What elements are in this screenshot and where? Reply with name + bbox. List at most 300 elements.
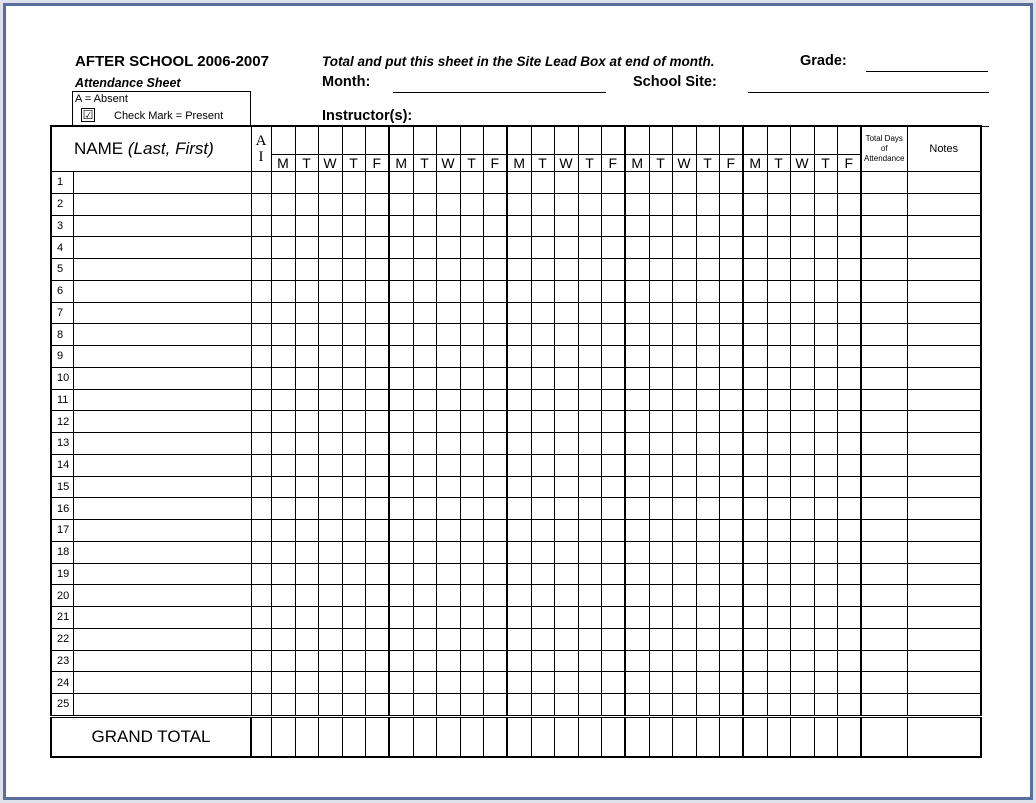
grand-total-day-cell[interactable]	[837, 716, 861, 757]
ai-cell[interactable]	[251, 389, 271, 411]
attendance-cell[interactable]	[389, 215, 413, 237]
attendance-cell[interactable]	[460, 389, 483, 411]
ai-cell[interactable]	[251, 215, 271, 237]
attendance-cell[interactable]	[767, 541, 790, 563]
total-days-cell[interactable]	[861, 607, 907, 629]
attendance-cell[interactable]	[837, 215, 861, 237]
attendance-cell[interactable]	[318, 324, 342, 346]
attendance-cell[interactable]	[625, 672, 649, 694]
attendance-cell[interactable]	[436, 280, 460, 302]
attendance-cell[interactable]	[814, 650, 837, 672]
attendance-cell[interactable]	[814, 563, 837, 585]
grand-total-day-cell[interactable]	[554, 716, 578, 757]
attendance-cell[interactable]	[295, 628, 318, 650]
attendance-cell[interactable]	[460, 476, 483, 498]
ai-cell[interactable]	[251, 672, 271, 694]
attendance-cell[interactable]	[389, 346, 413, 368]
attendance-cell[interactable]	[436, 628, 460, 650]
attendance-cell[interactable]	[767, 172, 790, 194]
attendance-cell[interactable]	[531, 520, 554, 542]
attendance-cell[interactable]	[649, 650, 672, 672]
attendance-cell[interactable]	[295, 498, 318, 520]
attendance-cell[interactable]	[814, 324, 837, 346]
attendance-cell[interactable]	[460, 280, 483, 302]
ai-cell[interactable]	[251, 346, 271, 368]
attendance-cell[interactable]	[672, 628, 696, 650]
attendance-cell[interactable]	[672, 259, 696, 281]
attendance-cell[interactable]	[601, 172, 625, 194]
student-name-cell[interactable]	[73, 172, 251, 194]
grand-total-day-cell[interactable]	[365, 716, 389, 757]
attendance-cell[interactable]	[295, 476, 318, 498]
total-days-cell[interactable]	[861, 237, 907, 259]
notes-cell[interactable]	[907, 215, 981, 237]
attendance-cell[interactable]	[483, 215, 507, 237]
attendance-cell[interactable]	[507, 280, 531, 302]
attendance-cell[interactable]	[483, 694, 507, 717]
attendance-cell[interactable]	[413, 172, 436, 194]
notes-cell[interactable]	[907, 367, 981, 389]
ai-cell[interactable]	[251, 628, 271, 650]
attendance-cell[interactable]	[271, 237, 295, 259]
notes-cell[interactable]	[907, 389, 981, 411]
attendance-cell[interactable]	[743, 585, 767, 607]
student-name-cell[interactable]	[73, 433, 251, 455]
attendance-cell[interactable]	[483, 454, 507, 476]
ai-cell[interactable]	[251, 476, 271, 498]
grand-total-day-cell[interactable]	[578, 716, 601, 757]
attendance-cell[interactable]	[814, 498, 837, 520]
attendance-cell[interactable]	[625, 367, 649, 389]
attendance-cell[interactable]	[436, 563, 460, 585]
attendance-cell[interactable]	[460, 585, 483, 607]
attendance-cell[interactable]	[531, 346, 554, 368]
ai-cell[interactable]	[251, 259, 271, 281]
attendance-cell[interactable]	[719, 367, 743, 389]
attendance-cell[interactable]	[696, 694, 719, 717]
attendance-cell[interactable]	[342, 389, 365, 411]
attendance-cell[interactable]	[743, 346, 767, 368]
attendance-cell[interactable]	[625, 520, 649, 542]
attendance-cell[interactable]	[696, 498, 719, 520]
grand-total-day-cell[interactable]	[696, 716, 719, 757]
attendance-cell[interactable]	[625, 541, 649, 563]
attendance-cell[interactable]	[271, 389, 295, 411]
notes-cell[interactable]	[907, 172, 981, 194]
ai-cell[interactable]	[251, 411, 271, 433]
attendance-cell[interactable]	[389, 520, 413, 542]
attendance-cell[interactable]	[365, 694, 389, 717]
attendance-cell[interactable]	[625, 193, 649, 215]
attendance-cell[interactable]	[295, 454, 318, 476]
attendance-cell[interactable]	[625, 237, 649, 259]
attendance-cell[interactable]	[767, 650, 790, 672]
attendance-cell[interactable]	[507, 411, 531, 433]
attendance-cell[interactable]	[837, 650, 861, 672]
attendance-cell[interactable]	[814, 389, 837, 411]
attendance-cell[interactable]	[413, 628, 436, 650]
attendance-cell[interactable]	[318, 367, 342, 389]
attendance-cell[interactable]	[672, 280, 696, 302]
attendance-cell[interactable]	[295, 215, 318, 237]
attendance-cell[interactable]	[507, 454, 531, 476]
attendance-cell[interactable]	[696, 324, 719, 346]
attendance-cell[interactable]	[271, 172, 295, 194]
attendance-cell[interactable]	[719, 498, 743, 520]
attendance-cell[interactable]	[271, 628, 295, 650]
attendance-cell[interactable]	[837, 367, 861, 389]
attendance-cell[interactable]	[625, 650, 649, 672]
attendance-cell[interactable]	[719, 585, 743, 607]
attendance-cell[interactable]	[837, 389, 861, 411]
attendance-cell[interactable]	[601, 563, 625, 585]
attendance-cell[interactable]	[413, 324, 436, 346]
attendance-cell[interactable]	[436, 237, 460, 259]
attendance-cell[interactable]	[365, 411, 389, 433]
attendance-cell[interactable]	[743, 433, 767, 455]
attendance-cell[interactable]	[365, 389, 389, 411]
attendance-cell[interactable]	[719, 259, 743, 281]
attendance-cell[interactable]	[436, 585, 460, 607]
attendance-cell[interactable]	[743, 215, 767, 237]
attendance-cell[interactable]	[578, 498, 601, 520]
attendance-cell[interactable]	[531, 672, 554, 694]
attendance-cell[interactable]	[672, 172, 696, 194]
attendance-cell[interactable]	[767, 454, 790, 476]
attendance-cell[interactable]	[672, 476, 696, 498]
attendance-cell[interactable]	[342, 563, 365, 585]
attendance-cell[interactable]	[672, 650, 696, 672]
total-days-cell[interactable]	[861, 215, 907, 237]
attendance-cell[interactable]	[649, 454, 672, 476]
attendance-cell[interactable]	[649, 367, 672, 389]
attendance-cell[interactable]	[554, 367, 578, 389]
attendance-cell[interactable]	[483, 433, 507, 455]
attendance-cell[interactable]	[767, 585, 790, 607]
attendance-cell[interactable]	[790, 498, 814, 520]
attendance-cell[interactable]	[365, 280, 389, 302]
student-name-cell[interactable]	[73, 650, 251, 672]
attendance-cell[interactable]	[342, 520, 365, 542]
student-name-cell[interactable]	[73, 585, 251, 607]
attendance-cell[interactable]	[365, 454, 389, 476]
attendance-cell[interactable]	[318, 346, 342, 368]
attendance-cell[interactable]	[365, 302, 389, 324]
attendance-cell[interactable]	[318, 520, 342, 542]
attendance-cell[interactable]	[413, 237, 436, 259]
attendance-cell[interactable]	[743, 454, 767, 476]
attendance-cell[interactable]	[271, 541, 295, 563]
attendance-cell[interactable]	[814, 411, 837, 433]
attendance-cell[interactable]	[719, 694, 743, 717]
attendance-cell[interactable]	[625, 280, 649, 302]
ai-cell[interactable]	[251, 433, 271, 455]
attendance-cell[interactable]	[436, 454, 460, 476]
attendance-cell[interactable]	[672, 607, 696, 629]
attendance-cell[interactable]	[342, 411, 365, 433]
attendance-cell[interactable]	[649, 324, 672, 346]
attendance-cell[interactable]	[554, 563, 578, 585]
attendance-cell[interactable]	[460, 367, 483, 389]
attendance-cell[interactable]	[389, 280, 413, 302]
attendance-cell[interactable]	[790, 389, 814, 411]
attendance-cell[interactable]	[767, 324, 790, 346]
attendance-cell[interactable]	[295, 433, 318, 455]
attendance-cell[interactable]	[413, 215, 436, 237]
attendance-cell[interactable]	[271, 346, 295, 368]
attendance-cell[interactable]	[531, 433, 554, 455]
attendance-cell[interactable]	[365, 172, 389, 194]
attendance-cell[interactable]	[837, 172, 861, 194]
attendance-cell[interactable]	[719, 672, 743, 694]
grand-total-days-cell[interactable]	[861, 716, 907, 757]
attendance-cell[interactable]	[389, 607, 413, 629]
attendance-cell[interactable]	[413, 193, 436, 215]
ai-cell[interactable]	[251, 172, 271, 194]
attendance-cell[interactable]	[295, 541, 318, 563]
attendance-cell[interactable]	[507, 541, 531, 563]
attendance-cell[interactable]	[578, 346, 601, 368]
student-name-cell[interactable]	[73, 389, 251, 411]
attendance-cell[interactable]	[672, 541, 696, 563]
notes-cell[interactable]	[907, 346, 981, 368]
notes-cell[interactable]	[907, 280, 981, 302]
attendance-cell[interactable]	[342, 628, 365, 650]
attendance-cell[interactable]	[342, 324, 365, 346]
attendance-cell[interactable]	[531, 411, 554, 433]
attendance-cell[interactable]	[342, 433, 365, 455]
attendance-cell[interactable]	[743, 280, 767, 302]
attendance-cell[interactable]	[436, 389, 460, 411]
notes-cell[interactable]	[907, 193, 981, 215]
attendance-cell[interactable]	[814, 607, 837, 629]
attendance-cell[interactable]	[672, 302, 696, 324]
attendance-cell[interactable]	[436, 672, 460, 694]
attendance-cell[interactable]	[389, 389, 413, 411]
attendance-cell[interactable]	[719, 302, 743, 324]
attendance-cell[interactable]	[743, 193, 767, 215]
attendance-cell[interactable]	[389, 324, 413, 346]
attendance-cell[interactable]	[837, 346, 861, 368]
total-days-cell[interactable]	[861, 346, 907, 368]
attendance-cell[interactable]	[696, 172, 719, 194]
attendance-cell[interactable]	[507, 520, 531, 542]
total-days-cell[interactable]	[861, 172, 907, 194]
notes-cell[interactable]	[907, 628, 981, 650]
attendance-cell[interactable]	[413, 694, 436, 717]
attendance-cell[interactable]	[767, 498, 790, 520]
attendance-cell[interactable]	[625, 259, 649, 281]
attendance-cell[interactable]	[743, 520, 767, 542]
attendance-cell[interactable]	[531, 541, 554, 563]
attendance-cell[interactable]	[318, 237, 342, 259]
attendance-cell[interactable]	[625, 172, 649, 194]
attendance-cell[interactable]	[436, 650, 460, 672]
attendance-cell[interactable]	[531, 193, 554, 215]
attendance-cell[interactable]	[837, 672, 861, 694]
attendance-cell[interactable]	[460, 324, 483, 346]
total-days-cell[interactable]	[861, 476, 907, 498]
notes-cell[interactable]	[907, 694, 981, 717]
attendance-cell[interactable]	[507, 389, 531, 411]
attendance-cell[interactable]	[837, 411, 861, 433]
attendance-cell[interactable]	[719, 346, 743, 368]
attendance-cell[interactable]	[601, 585, 625, 607]
attendance-cell[interactable]	[507, 324, 531, 346]
attendance-cell[interactable]	[696, 672, 719, 694]
attendance-cell[interactable]	[436, 259, 460, 281]
attendance-cell[interactable]	[483, 607, 507, 629]
attendance-cell[interactable]	[318, 541, 342, 563]
attendance-cell[interactable]	[295, 302, 318, 324]
attendance-cell[interactable]	[342, 541, 365, 563]
student-name-cell[interactable]	[73, 259, 251, 281]
attendance-cell[interactable]	[460, 607, 483, 629]
attendance-cell[interactable]	[389, 237, 413, 259]
attendance-cell[interactable]	[601, 433, 625, 455]
attendance-cell[interactable]	[318, 193, 342, 215]
attendance-cell[interactable]	[767, 259, 790, 281]
total-days-cell[interactable]	[861, 259, 907, 281]
attendance-cell[interactable]	[365, 259, 389, 281]
attendance-cell[interactable]	[601, 607, 625, 629]
attendance-cell[interactable]	[578, 476, 601, 498]
attendance-cell[interactable]	[554, 259, 578, 281]
attendance-cell[interactable]	[814, 346, 837, 368]
attendance-cell[interactable]	[531, 280, 554, 302]
attendance-cell[interactable]	[790, 607, 814, 629]
attendance-cell[interactable]	[554, 172, 578, 194]
grand-total-day-cell[interactable]	[318, 716, 342, 757]
attendance-cell[interactable]	[531, 454, 554, 476]
attendance-cell[interactable]	[413, 498, 436, 520]
attendance-cell[interactable]	[767, 346, 790, 368]
student-name-cell[interactable]	[73, 346, 251, 368]
attendance-cell[interactable]	[767, 694, 790, 717]
ai-cell[interactable]	[251, 498, 271, 520]
attendance-cell[interactable]	[295, 259, 318, 281]
notes-cell[interactable]	[907, 607, 981, 629]
attendance-cell[interactable]	[318, 454, 342, 476]
attendance-cell[interactable]	[837, 237, 861, 259]
grand-total-day-cell[interactable]	[389, 716, 413, 757]
attendance-cell[interactable]	[507, 498, 531, 520]
attendance-cell[interactable]	[460, 694, 483, 717]
attendance-cell[interactable]	[436, 476, 460, 498]
attendance-cell[interactable]	[483, 389, 507, 411]
attendance-cell[interactable]	[672, 237, 696, 259]
attendance-cell[interactable]	[389, 672, 413, 694]
attendance-cell[interactable]	[578, 259, 601, 281]
attendance-cell[interactable]	[365, 433, 389, 455]
attendance-cell[interactable]	[413, 672, 436, 694]
attendance-cell[interactable]	[318, 411, 342, 433]
attendance-cell[interactable]	[318, 280, 342, 302]
attendance-cell[interactable]	[767, 433, 790, 455]
attendance-cell[interactable]	[625, 454, 649, 476]
attendance-cell[interactable]	[295, 672, 318, 694]
attendance-cell[interactable]	[507, 672, 531, 694]
attendance-cell[interactable]	[578, 585, 601, 607]
grand-total-day-cell[interactable]	[625, 716, 649, 757]
attendance-cell[interactable]	[601, 367, 625, 389]
attendance-cell[interactable]	[554, 520, 578, 542]
attendance-cell[interactable]	[554, 476, 578, 498]
total-days-cell[interactable]	[861, 541, 907, 563]
attendance-cell[interactable]	[342, 607, 365, 629]
attendance-cell[interactable]	[743, 237, 767, 259]
attendance-cell[interactable]	[672, 672, 696, 694]
notes-cell[interactable]	[907, 433, 981, 455]
attendance-cell[interactable]	[578, 389, 601, 411]
attendance-cell[interactable]	[460, 302, 483, 324]
attendance-cell[interactable]	[365, 585, 389, 607]
attendance-cell[interactable]	[625, 324, 649, 346]
attendance-cell[interactable]	[554, 541, 578, 563]
attendance-cell[interactable]	[554, 411, 578, 433]
attendance-cell[interactable]	[601, 280, 625, 302]
attendance-cell[interactable]	[649, 476, 672, 498]
attendance-cell[interactable]	[554, 302, 578, 324]
attendance-cell[interactable]	[483, 367, 507, 389]
attendance-cell[interactable]	[483, 172, 507, 194]
attendance-cell[interactable]	[295, 607, 318, 629]
grand-total-day-cell[interactable]	[601, 716, 625, 757]
attendance-cell[interactable]	[601, 346, 625, 368]
attendance-cell[interactable]	[342, 694, 365, 717]
attendance-cell[interactable]	[295, 520, 318, 542]
attendance-cell[interactable]	[436, 498, 460, 520]
ai-cell[interactable]	[251, 650, 271, 672]
attendance-cell[interactable]	[318, 215, 342, 237]
attendance-cell[interactable]	[790, 585, 814, 607]
attendance-cell[interactable]	[483, 541, 507, 563]
attendance-cell[interactable]	[483, 302, 507, 324]
grand-total-day-cell[interactable]	[743, 716, 767, 757]
attendance-cell[interactable]	[389, 476, 413, 498]
attendance-cell[interactable]	[649, 389, 672, 411]
notes-cell[interactable]	[907, 302, 981, 324]
attendance-cell[interactable]	[531, 389, 554, 411]
attendance-cell[interactable]	[837, 193, 861, 215]
attendance-cell[interactable]	[767, 280, 790, 302]
attendance-cell[interactable]	[413, 585, 436, 607]
attendance-cell[interactable]	[295, 585, 318, 607]
attendance-cell[interactable]	[271, 585, 295, 607]
grand-total-day-cell[interactable]	[790, 716, 814, 757]
attendance-cell[interactable]	[719, 650, 743, 672]
attendance-cell[interactable]	[837, 520, 861, 542]
attendance-cell[interactable]	[554, 498, 578, 520]
attendance-cell[interactable]	[743, 672, 767, 694]
attendance-cell[interactable]	[767, 411, 790, 433]
attendance-cell[interactable]	[554, 280, 578, 302]
attendance-cell[interactable]	[342, 650, 365, 672]
attendance-cell[interactable]	[601, 389, 625, 411]
attendance-cell[interactable]	[295, 650, 318, 672]
attendance-cell[interactable]	[271, 280, 295, 302]
attendance-cell[interactable]	[318, 563, 342, 585]
attendance-cell[interactable]	[625, 411, 649, 433]
attendance-cell[interactable]	[271, 411, 295, 433]
attendance-cell[interactable]	[672, 454, 696, 476]
attendance-cell[interactable]	[413, 563, 436, 585]
attendance-cell[interactable]	[790, 215, 814, 237]
attendance-cell[interactable]	[531, 302, 554, 324]
grand-total-notes-cell[interactable]	[907, 716, 981, 757]
attendance-cell[interactable]	[601, 498, 625, 520]
attendance-cell[interactable]	[271, 324, 295, 346]
